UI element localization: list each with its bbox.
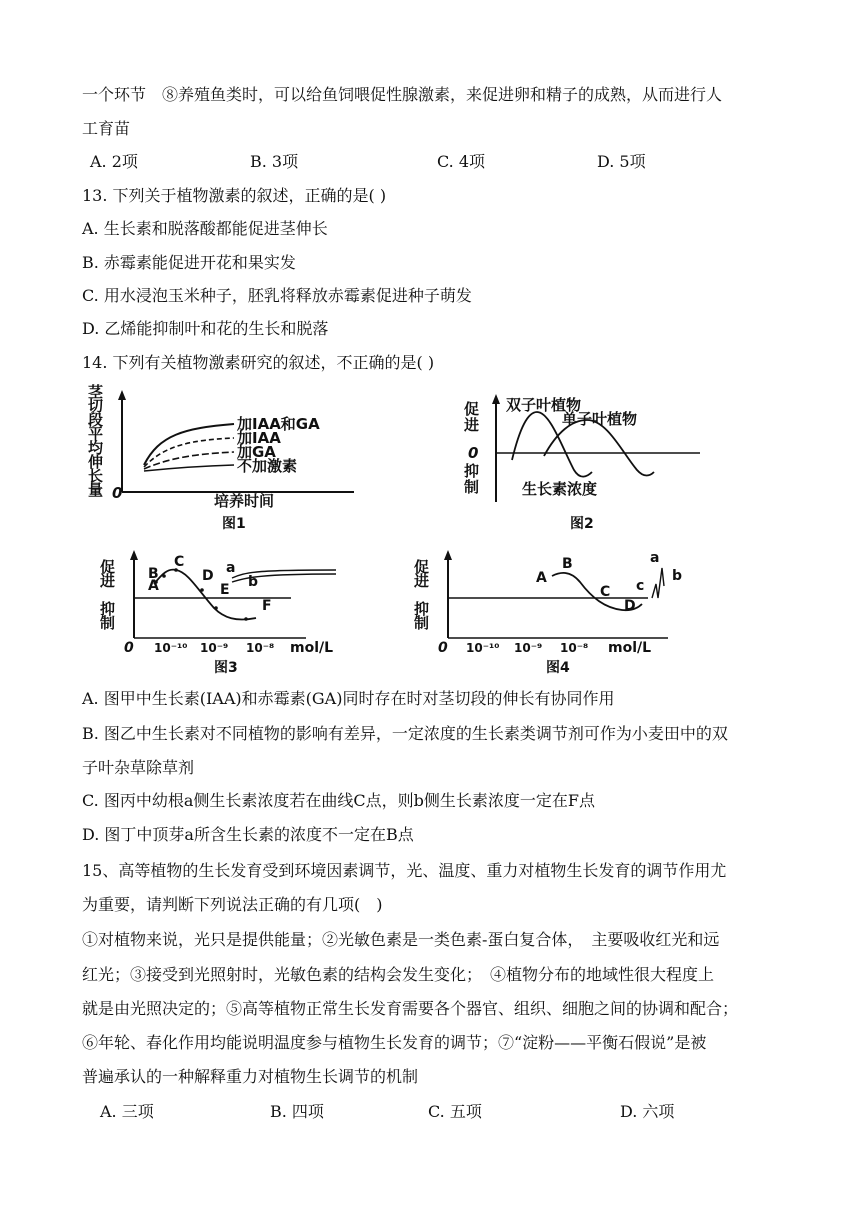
- fig3-tick-1e-9: 10⁻⁹: [200, 641, 229, 655]
- fig4-inhibit-char: 抑: [414, 600, 430, 618]
- q14-option-d[interactable]: D. 图丁中顶芽a所含生长素的浓度不一定在B点: [82, 825, 414, 844]
- fig2-promote-char: 进: [464, 416, 480, 434]
- fig1-xlabel: 培养时间: [214, 492, 275, 510]
- fig2-inhibit-char: 制: [464, 478, 480, 496]
- prev-option-c[interactable]: C. 4项: [437, 152, 486, 171]
- fig3-inhibit-char: 制: [100, 614, 116, 632]
- fig3-caption: 图3: [214, 660, 238, 676]
- fig3-y-arrow: [130, 550, 138, 560]
- fig2-xlabel: 生长素浓度: [522, 480, 598, 498]
- fig2-inhibit-char: 抑: [464, 462, 480, 480]
- fig4-point-d: D: [624, 598, 636, 614]
- fig2-y-arrow: [492, 394, 500, 404]
- q13-stem: 13. 下列关于植物激素的叙述，正确的是( ): [82, 186, 387, 205]
- fig1-curve-iaa-ga: [144, 424, 234, 465]
- fig3-point-e: E: [220, 582, 230, 598]
- fig1-label-ga: 加GA: [237, 443, 276, 461]
- figure-4: [410, 546, 690, 676]
- q15-option-c[interactable]: C. 五项: [428, 1102, 482, 1121]
- fig3-promote-char: 进: [100, 572, 116, 590]
- fig1-origin: 0: [112, 484, 123, 502]
- fig4-tick-1e-10: 10⁻¹⁰: [466, 641, 500, 655]
- prev-question-line-2: 工育苗: [82, 119, 131, 138]
- fig1-label-iaa-ga: 加IAA和GA: [237, 415, 320, 433]
- fig2-zero: 0: [468, 444, 479, 462]
- fig2-promote-char: 促: [464, 400, 480, 418]
- fig3-origin: 0: [124, 640, 134, 656]
- fig4-y-arrow: [444, 550, 452, 560]
- q15-stem-line-1: 15、高等植物的生长发育受到环境因素调节，光、温度、重力对植物生长发育的调节作用尤: [82, 861, 727, 880]
- q15-statement-line-1: ①对植物来说，光只是提供能量；②光敏色素是一类色素-蛋白复合体， 主要吸收红光和远: [82, 930, 720, 949]
- fig3-tick-1e-10: 10⁻¹⁰: [154, 641, 188, 655]
- fig1-curve-iaa: [144, 438, 234, 467]
- fig4-label-c: c: [636, 578, 645, 594]
- prev-option-d[interactable]: D. 5项: [597, 152, 646, 171]
- fig1-ylabel-char: 伸: [88, 453, 104, 471]
- fig3-unit: mol/L: [290, 640, 334, 656]
- fig4-label-b: b: [672, 568, 683, 584]
- fig3-point-c: C: [174, 554, 185, 570]
- fig1-ylabel-char: 茎: [88, 383, 104, 401]
- fig1-ylabel-char: 长: [88, 467, 104, 485]
- q15-option-b[interactable]: B. 四项: [270, 1102, 324, 1121]
- fig3-inhibit-char: 抑: [100, 600, 116, 618]
- fig1-curve-none: [144, 465, 234, 471]
- q15-statement-line-2: 红光；③接受到光照射时，光敏色素的结构会发生变化； ④植物分布的地域性很大程度上: [82, 965, 715, 984]
- figure-2: [462, 392, 712, 532]
- q14-option-c[interactable]: C. 图丙中幼根a侧生长素浓度若在曲线C点，则b侧生长素浓度一定在F点: [82, 791, 595, 810]
- fig1-caption: 图1: [222, 516, 246, 530]
- fig3-point-a: A: [148, 578, 159, 594]
- q14-stem: 14. 下列有关植物激素研究的叙述，不正确的是( ): [82, 353, 435, 372]
- figure-1: [84, 380, 384, 530]
- fig4-tick-1e-8: 10⁻⁸: [560, 641, 589, 655]
- q15-option-d[interactable]: D. 六项: [620, 1102, 675, 1121]
- fig3-tick-1e-8: 10⁻⁸: [246, 641, 275, 655]
- fig4-point-c: C: [600, 584, 611, 600]
- q15-option-a[interactable]: A. 三项: [100, 1102, 154, 1121]
- fig4-zigzag: [652, 568, 664, 598]
- fig1-ylabel-char: 切: [88, 397, 104, 415]
- fig4-promote-char: 促: [414, 558, 430, 576]
- prev-option-a[interactable]: A. 2项: [90, 152, 138, 171]
- fig3-label-b: b: [248, 574, 259, 590]
- fig3-point-b: B: [148, 566, 159, 582]
- fig3-label-a: a: [226, 560, 236, 576]
- fig4-inhibit-char: 制: [414, 614, 430, 632]
- q14-option-b-line-2[interactable]: 子叶杂草除草剂: [82, 758, 195, 777]
- fig4-promote-char: 进: [414, 572, 430, 590]
- q13-option-d[interactable]: D. 乙烯能抑制叶和花的生长和脱落: [82, 319, 329, 338]
- q13-option-a[interactable]: A. 生长素和脱落酸都能促进茎伸长: [82, 219, 328, 238]
- fig4-caption: 图4: [546, 660, 570, 676]
- fig3-promote-char: 促: [100, 558, 116, 576]
- q15-statement-line-4: ⑥年轮、春化作用均能说明温度参与植物生长发育的调节；⑦“淀粉——平衡石假说”是被: [82, 1033, 707, 1052]
- fig4-tick-1e-9: 10⁻⁹: [514, 641, 543, 655]
- fig1-label-iaa: 加IAA: [237, 429, 281, 447]
- fig2-dicot-label: 双子叶植物: [506, 396, 582, 414]
- fig3-point-f: F: [262, 598, 272, 614]
- fig3-point-d: D: [202, 568, 214, 584]
- fig4-origin: 0: [438, 640, 448, 656]
- prev-question-line-1: 一个环节 ⑧养殖鱼类时，可以给鱼饲喂促性腺激素，来促进卵和精子的成熟，从而进行人: [82, 85, 723, 104]
- fig4-point-b: B: [562, 556, 573, 572]
- fig4-label-a: a: [650, 550, 660, 566]
- fig1-label-none: 不加激素: [237, 457, 298, 475]
- q14-option-b-line-1[interactable]: B. 图乙中生长素对不同植物的影响有差异，一定浓度的生长素类调节剂可作为小麦田中的双: [82, 724, 728, 743]
- fig1-ylabel-char: 平: [88, 425, 104, 443]
- fig1-ylabel-char: 段: [88, 411, 104, 429]
- fig1-ylabel-char: 均: [88, 439, 104, 457]
- fig2-curve-monocot: [544, 420, 654, 476]
- prev-option-b[interactable]: B. 3项: [250, 152, 299, 171]
- fig2-monocot-label: 单子叶植物: [562, 410, 638, 428]
- fig4-point-a: A: [536, 570, 547, 586]
- fig2-caption: 图2: [570, 516, 594, 532]
- fig1-y-arrow: [118, 390, 126, 400]
- figure-3: [96, 546, 356, 676]
- q15-stem-line-2: 为重要，请判断下列说法正确的有几项( ): [82, 895, 383, 914]
- q14-option-a[interactable]: A. 图甲中生长素(IAA)和赤霉素(GA)同时存在时对茎切段的伸长有协同作用: [82, 689, 615, 708]
- q15-statement-line-5: 普遍承认的一种解释重力对植物生长调节的机制: [82, 1067, 419, 1086]
- fig1-ylabel-char: 量: [88, 481, 104, 499]
- q15-statement-line-3: 就是由光照决定的；⑤高等植物正常生长发育需要各个器官、组织、细胞之间的协调和配合；: [82, 999, 739, 1018]
- q13-option-b[interactable]: B. 赤霉素能促进开花和果实发: [82, 253, 296, 272]
- fig4-unit: mol/L: [608, 640, 652, 656]
- q13-option-c[interactable]: C. 用水浸泡玉米种子，胚乳将释放赤霉素促进种子萌发: [82, 286, 472, 305]
